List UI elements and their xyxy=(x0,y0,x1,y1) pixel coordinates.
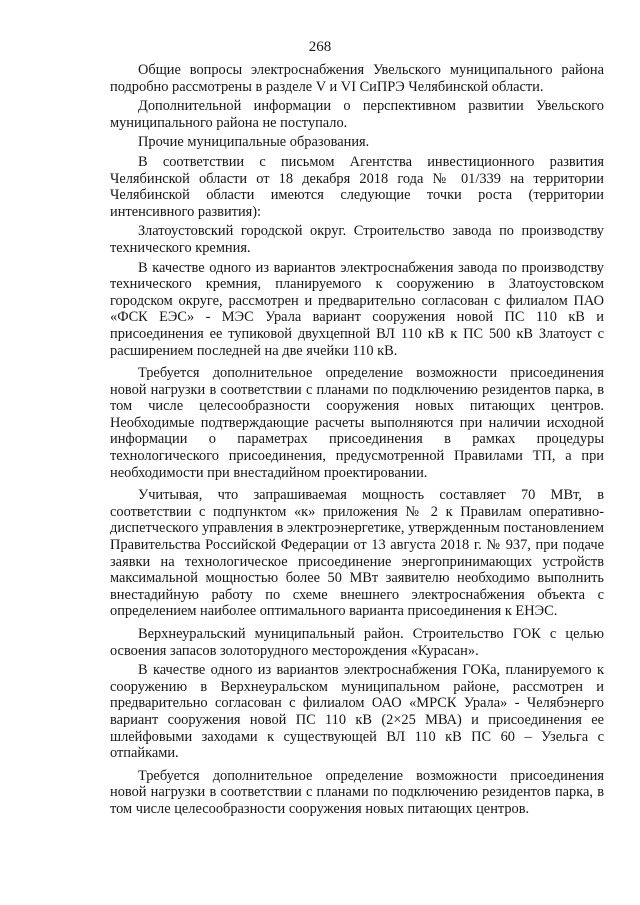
paragraph: В качестве одного из вариантов электроснабжения завода по производству технического кремния, планируемого к сооружению в Златоустовском городском округе, рассмотрен и предварительно согласован с филиалом ПАО «ФСК ЕЭС» - МЭС Урала вариант сооружения новой ПС 110 кВ и присоединения ее тупиковой двухцепной ВЛ 110 кВ к ПС 500 кВ Златоуст с расширением последней на две ячейки 110 кВ. xyxy=(110,259,604,359)
paragraph: Златоустовский городской округ. Строительство завода по производству технического кремния. xyxy=(110,223,604,256)
paragraph: В соответствии с письмом Агентства инвестиционного развития Челябинской области от 18 декабря 2018 года № 01/339 на территории Челябинской области имеются следующие точки роста (территории интенсивного развития): xyxy=(110,153,604,220)
paragraph: Требуется дополнительное определение возможности присоединения новой нагрузки в соответствии с планами по подключению резидентов парка, в том числе целесообразности сооружения новых питающих центров. xyxy=(110,767,604,817)
document-body xyxy=(110,62,604,821)
paragraph: Дополнительной информации о перспективном развитии Увельского муниципального района не поступало. xyxy=(110,98,604,131)
paragraph: Учитывая, что запрашиваемая мощность составляет 70 МВт, в соответствии с подпунктом «к» приложения № 2 к Правилам оперативно-диспетческого управления в электроэнергетике, утвержденным постановлением Правительства Российской Федерации от 13 августа 2018 г. № 937, при подаче заявки на технологическое присоединение энергопринимающих устройств максимальной мощностью более 50 МВт заявителю необходимо выполнить внестадийную работу по схеме внешнего электроснабжения объекта с определением наиболее оптимального варианта присоединения к ЕНЭС. xyxy=(110,487,604,620)
paragraph: В качестве одного из вариантов электроснабжения ГОКа, планируемого к сооружению в Верхнеуральском муниципальном районе, рассмотрен и предварительно согласован с филиалом ОАО «МРСК Урала» - Челябэнерго вариант сооружения новой ПС 110 кВ (2×25 МВА) и присоединения ее шлейфовыми заходами к существующей ВЛ 110 кВ ПС 60 – Узельга с отпайками. xyxy=(110,662,604,762)
paragraph: Верхнеуральский муниципальный район. Строительство ГОК с целью освоения запасов золоторудного месторождения «Курасан». xyxy=(110,626,604,659)
page-number: 268 xyxy=(308,39,332,55)
paragraph: Общие вопросы электроснабжения Увельского муниципального района подробно рассмотрены в разделе V и VI СиПРЭ Челябинской области. xyxy=(110,62,604,95)
paragraph: Требуется дополнительное определение возможности присоединения новой нагрузки в соответствии с планами по подключению резидентов парка, в том числе целесообразности сооружения новых питающих центров. Необходимые подтверждающие расчеты выполняются при наличии исходной информации о параметрах присоединения в рамках процедуры технологического присоединения, предусмотренной Правилами ТП, а при необходимости при внестадийном проектировании. xyxy=(110,365,604,481)
paragraph: Прочие муниципальные образования. xyxy=(138,134,370,151)
